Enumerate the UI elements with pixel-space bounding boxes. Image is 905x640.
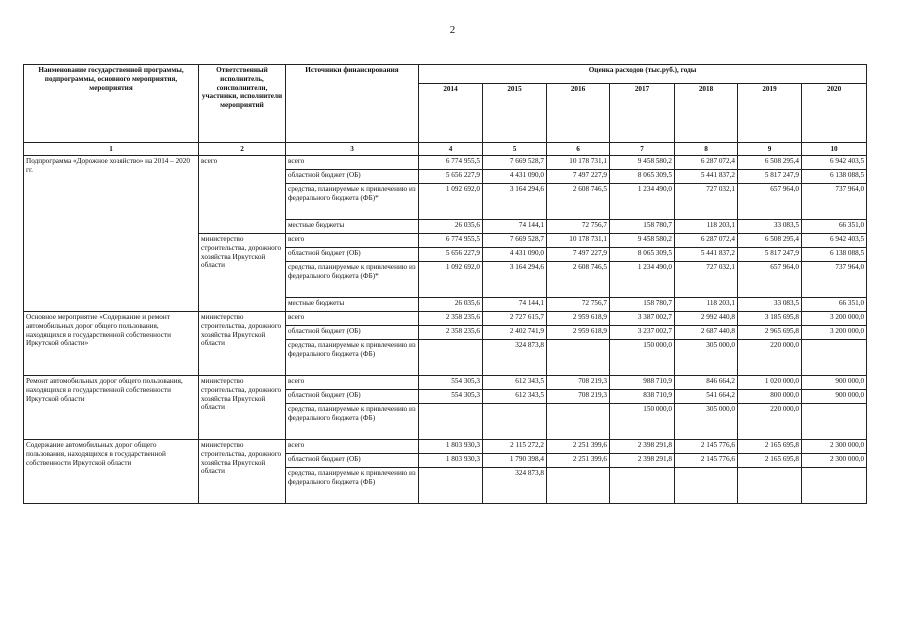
value-cell: 2 965 695,8 <box>738 326 802 340</box>
page-number: 2 <box>449 24 456 36</box>
value-cell: 1 092 692,0 <box>419 184 483 220</box>
row-name: Содержание автомобильных дорог общего пользования, находящихся в государственной собственности Иркутской области <box>24 440 199 504</box>
table-row <box>24 376 867 390</box>
value-cell <box>547 340 610 376</box>
value-cell: 66 351,0 <box>802 220 867 234</box>
table-row <box>24 312 867 326</box>
value-cell: 6 942 403,5 <box>802 156 867 170</box>
value-cell: 9 458 580,2 <box>610 234 675 248</box>
column-number: 9 <box>738 143 802 156</box>
row-executor: всего <box>199 156 286 234</box>
value-cell: 727 032,1 <box>675 184 738 220</box>
value-cell: 1 092 692,0 <box>419 262 483 298</box>
header-year: 2015 <box>483 84 547 143</box>
value-cell: 5 817 247,9 <box>738 248 802 262</box>
column-number: 10 <box>802 143 867 156</box>
column-number: 3 <box>286 143 419 156</box>
value-cell: 74 144,1 <box>483 298 547 312</box>
value-cell: 1 020 000,0 <box>738 376 802 390</box>
value-cell: 6 508 295,4 <box>738 234 802 248</box>
value-cell: 5 656 227,9 <box>419 248 483 262</box>
value-cell: 5 441 837,2 <box>675 170 738 184</box>
value-cell: 2 358 235,6 <box>419 312 483 326</box>
value-cell: 5 656 227,9 <box>419 170 483 184</box>
header-year: 2018 <box>675 84 738 143</box>
value-cell: 6 138 088,5 <box>802 170 867 184</box>
value-cell: 6 287 072,4 <box>675 156 738 170</box>
value-cell: 900 000,0 <box>802 390 867 404</box>
row-executor: министерство строительства, дорожного хозяйства Иркутской области <box>199 312 286 376</box>
value-cell: 737 964,0 <box>802 262 867 298</box>
value-cell: 72 756,7 <box>547 220 610 234</box>
value-cell <box>675 468 738 504</box>
value-cell: 7 669 528,7 <box>483 234 547 248</box>
value-cell <box>738 468 802 504</box>
source-cell: средства, планируемые к привлечению из федерального бюджета (ФБ) <box>286 340 419 376</box>
source-cell: областной бюджет (ОБ) <box>286 248 419 262</box>
value-cell: 3 164 294,6 <box>483 184 547 220</box>
source-cell: средства, планируемые к привлечению из федерального бюджета (ФБ)* <box>286 262 419 298</box>
header-year: 2019 <box>738 84 802 143</box>
value-cell: 3 200 000,0 <box>802 326 867 340</box>
table-row <box>24 156 867 170</box>
source-cell: областной бюджет (ОБ) <box>286 390 419 404</box>
value-cell <box>547 404 610 440</box>
value-cell: 6 508 295,4 <box>738 156 802 170</box>
value-cell: 150 000,0 <box>610 340 675 376</box>
value-cell: 6 774 955,5 <box>419 234 483 248</box>
row-name: Основное мероприятие «Содержание и ремонт автомобильных дорог общего пользования, находящихся в государственной собственности Иркутской области» <box>24 312 199 376</box>
value-cell: 6 774 955,5 <box>419 156 483 170</box>
value-cell <box>419 404 483 440</box>
value-cell: 3 387 002,7 <box>610 312 675 326</box>
value-cell: 988 710,9 <box>610 376 675 390</box>
value-cell: 324 873,8 <box>483 468 547 504</box>
value-cell: 2 398 291,8 <box>610 440 675 454</box>
source-cell: областной бюджет (ОБ) <box>286 326 419 340</box>
value-cell: 657 964,0 <box>738 184 802 220</box>
value-cell <box>802 404 867 440</box>
value-cell: 5 817 247,9 <box>738 170 802 184</box>
value-cell: 26 035,6 <box>419 220 483 234</box>
value-cell: 846 664,2 <box>675 376 738 390</box>
column-number: 4 <box>419 143 483 156</box>
source-cell: местные бюджеты <box>286 298 419 312</box>
value-cell: 74 144,1 <box>483 220 547 234</box>
value-cell: 150 000,0 <box>610 404 675 440</box>
value-cell: 900 000,0 <box>802 376 867 390</box>
header-year: 2020 <box>802 84 867 143</box>
value-cell <box>610 468 675 504</box>
value-cell: 26 035,6 <box>419 298 483 312</box>
column-number: 1 <box>24 143 199 156</box>
header-year: 2016 <box>547 84 610 143</box>
value-cell: 8 065 309,5 <box>610 248 675 262</box>
header-row <box>24 65 867 84</box>
source-cell: средства, планируемые к привлечению из федерального бюджета (ФБ)* <box>286 184 419 220</box>
source-cell: областной бюджет (ОБ) <box>286 170 419 184</box>
source-cell: средства, планируемые к привлечению из федерального бюджета (ФБ) <box>286 468 419 504</box>
value-cell: 3 200 000,0 <box>802 312 867 326</box>
source-cell: всего <box>286 312 419 326</box>
value-cell <box>419 468 483 504</box>
value-cell: 2 145 776,6 <box>675 440 738 454</box>
value-cell: 1 790 398,4 <box>483 454 547 468</box>
value-cell: 2 115 272,2 <box>483 440 547 454</box>
budget-table <box>23 64 867 504</box>
value-cell: 220 000,0 <box>738 404 802 440</box>
value-cell: 158 780,7 <box>610 220 675 234</box>
header-year: 2017 <box>610 84 675 143</box>
value-cell: 612 343,5 <box>483 390 547 404</box>
value-cell: 7 497 227,9 <box>547 170 610 184</box>
header-source: Источники финансирования <box>286 65 419 143</box>
value-cell: 727 032,1 <box>675 262 738 298</box>
value-cell: 2 251 399,6 <box>547 440 610 454</box>
value-cell: 2 398 291,8 <box>610 454 675 468</box>
value-cell <box>547 468 610 504</box>
source-cell: всего <box>286 234 419 248</box>
value-cell: 66 351,0 <box>802 298 867 312</box>
value-cell: 5 441 837,2 <box>675 248 738 262</box>
value-cell: 657 964,0 <box>738 262 802 298</box>
value-cell: 2 608 746,5 <box>547 184 610 220</box>
row-name: Подпрограмма «Дорожное хозяйство» на 2014 – 2020 гг. <box>24 156 199 312</box>
value-cell <box>419 340 483 376</box>
value-cell: 8 065 309,5 <box>610 170 675 184</box>
row-executor: министерство строительства, дорожного хозяйства Иркутской области <box>199 440 286 504</box>
value-cell: 158 780,7 <box>610 298 675 312</box>
value-cell: 7 497 227,9 <box>547 248 610 262</box>
value-cell: 6 138 088,5 <box>802 248 867 262</box>
source-cell: средства, планируемые к привлечению из федерального бюджета (ФБ) <box>286 404 419 440</box>
table-row <box>24 440 867 454</box>
value-cell: 2 687 440,8 <box>675 326 738 340</box>
value-cell: 305 000,0 <box>675 404 738 440</box>
row-name: Ремонт автомобильных дорог общего пользования, находящихся в государственной собственности Иркутской области <box>24 376 199 440</box>
value-cell: 3 237 002,7 <box>610 326 675 340</box>
value-cell <box>802 340 867 376</box>
value-cell: 324 873,8 <box>483 340 547 376</box>
column-number-row <box>24 143 867 156</box>
column-number: 2 <box>199 143 286 156</box>
value-cell: 2 251 399,6 <box>547 454 610 468</box>
source-cell: всего <box>286 440 419 454</box>
column-number: 8 <box>675 143 738 156</box>
source-cell: всего <box>286 376 419 390</box>
value-cell: 2 992 440,8 <box>675 312 738 326</box>
value-cell: 118 203,1 <box>675 220 738 234</box>
value-cell: 2 300 000,0 <box>802 440 867 454</box>
column-number: 5 <box>483 143 547 156</box>
value-cell: 6 942 403,5 <box>802 234 867 248</box>
value-cell: 2 300 000,0 <box>802 454 867 468</box>
value-cell: 10 178 731,1 <box>547 156 610 170</box>
value-cell: 2 402 741,9 <box>483 326 547 340</box>
value-cell <box>483 404 547 440</box>
value-cell: 9 458 580,2 <box>610 156 675 170</box>
row-executor: министерство строительства, дорожного хозяйства Иркутской области <box>199 376 286 440</box>
value-cell: 2 165 695,8 <box>738 440 802 454</box>
value-cell: 118 203,1 <box>675 298 738 312</box>
value-cell: 220 000,0 <box>738 340 802 376</box>
header-estimate: Оценка расходов (тыс.руб.), годы <box>419 65 867 84</box>
value-cell: 554 305,3 <box>419 376 483 390</box>
value-cell: 708 219,3 <box>547 376 610 390</box>
value-cell: 3 185 695,8 <box>738 312 802 326</box>
header-year: 2014 <box>419 84 483 143</box>
value-cell: 554 305,3 <box>419 390 483 404</box>
value-cell: 1 234 490,0 <box>610 262 675 298</box>
source-cell: областной бюджет (ОБ) <box>286 454 419 468</box>
source-cell: всего <box>286 156 419 170</box>
header-executor: Ответственный исполнитель, соисполнители, участники, исполнители мероприятий <box>199 65 286 143</box>
value-cell: 305 000,0 <box>675 340 738 376</box>
value-cell: 2 608 746,5 <box>547 262 610 298</box>
value-cell: 33 083,5 <box>738 220 802 234</box>
value-cell: 6 287 072,4 <box>675 234 738 248</box>
value-cell: 72 756,7 <box>547 298 610 312</box>
header-name: Наименование государственной программы, подпрограммы, основного мероприятия, мероприятия <box>24 65 199 143</box>
value-cell: 2 727 615,7 <box>483 312 547 326</box>
value-cell: 1 803 930,3 <box>419 454 483 468</box>
value-cell: 2 358 235,6 <box>419 326 483 340</box>
value-cell: 33 083,5 <box>738 298 802 312</box>
value-cell: 838 710,9 <box>610 390 675 404</box>
value-cell: 2 145 776,6 <box>675 454 738 468</box>
source-cell: местные бюджеты <box>286 220 419 234</box>
value-cell: 4 431 090,0 <box>483 170 547 184</box>
value-cell: 2 959 618,9 <box>547 312 610 326</box>
value-cell: 3 164 294,6 <box>483 262 547 298</box>
value-cell: 2 165 695,8 <box>738 454 802 468</box>
value-cell: 737 964,0 <box>802 184 867 220</box>
row-executor: министерство строительства, дорожного хозяйства Иркутской области <box>199 234 286 312</box>
column-number: 6 <box>547 143 610 156</box>
value-cell: 10 178 731,1 <box>547 234 610 248</box>
value-cell: 4 431 090,0 <box>483 248 547 262</box>
value-cell: 7 669 528,7 <box>483 156 547 170</box>
value-cell: 800 000,0 <box>738 390 802 404</box>
value-cell: 1 234 490,0 <box>610 184 675 220</box>
value-cell: 708 219,3 <box>547 390 610 404</box>
value-cell: 1 803 930,3 <box>419 440 483 454</box>
value-cell: 2 959 618,9 <box>547 326 610 340</box>
value-cell: 541 664,2 <box>675 390 738 404</box>
value-cell: 612 343,5 <box>483 376 547 390</box>
column-number: 7 <box>610 143 675 156</box>
value-cell <box>802 468 867 504</box>
